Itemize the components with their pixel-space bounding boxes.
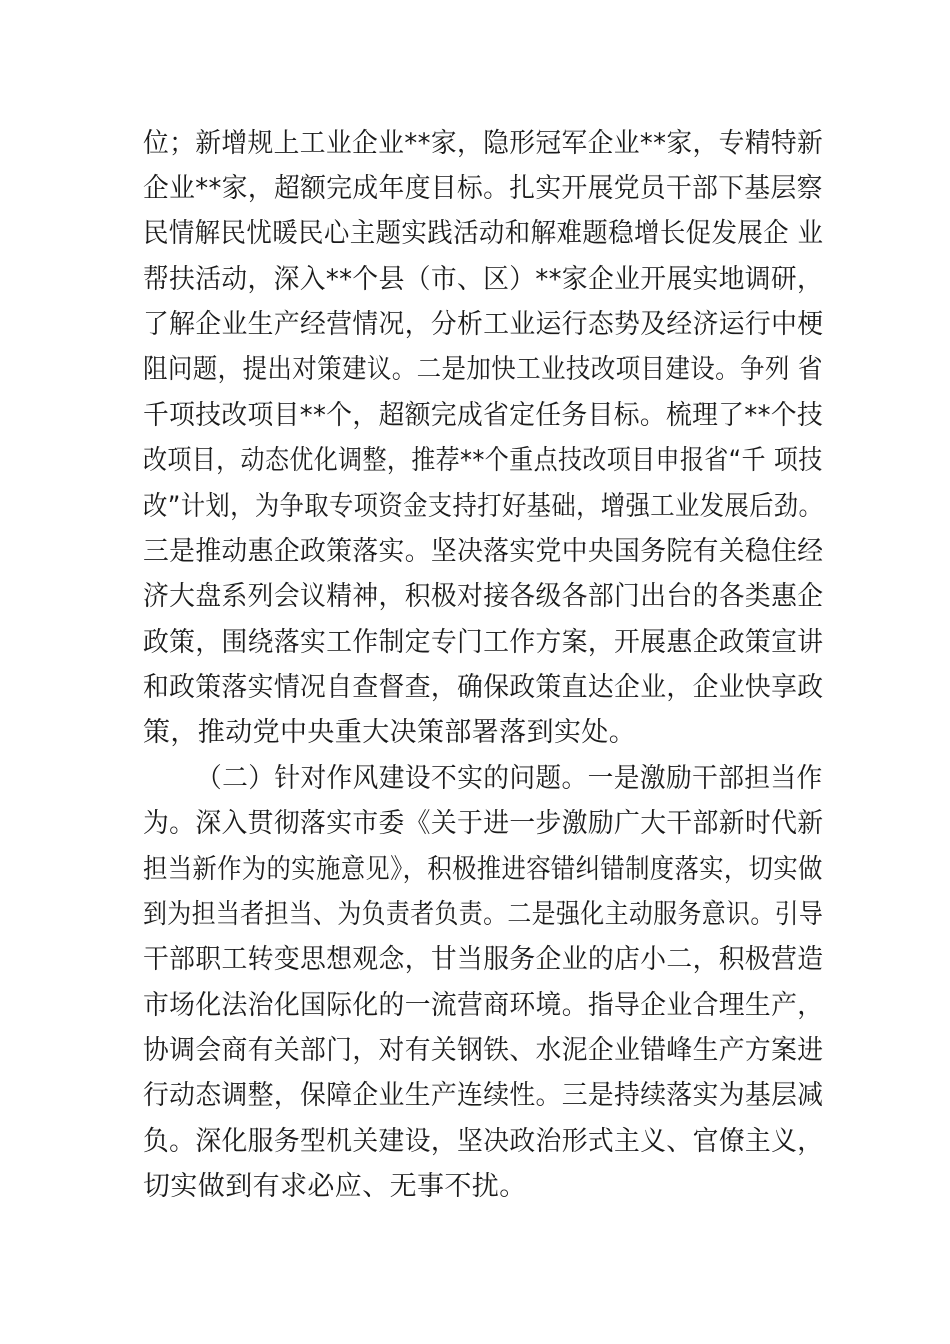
text-line: 政策，围绕落实工作制定专门工作方案，开展惠企政策宣讲	[143, 627, 824, 658]
text-line: 为。深入贯彻落实市委《关于进一步激励广大干部新时代新	[143, 808, 824, 839]
text-line: 民情解民忧暖民心主题实践活动和解难题稳增长促发展企 业	[143, 218, 824, 249]
text-line: 企业**家，超额完成年度目标。扎实开展党员干部下基层察	[143, 173, 823, 204]
text-line: 协调会商有关部门，对有关钢铁、水泥企业错峰生产方案进	[143, 1035, 824, 1066]
text-line: 策，推动党中央重大决策部署落到实处。	[143, 717, 637, 748]
text-line: 帮扶活动，深入**个县（市、区）**家企业开展实地调研，	[143, 264, 824, 295]
text-line: 千项技改项目**个，超额完成省定任务目标。梳理了**个技	[143, 400, 824, 431]
text-line: 干部职工转变思想观念，甘当服务企业的店小二，积极营造	[143, 944, 824, 975]
text-line: 负。深化服务型机关建设，坚决政治形式主义、官僚主义，	[143, 1126, 824, 1157]
section-heading-line: （二）针对作风建设不实的问题。一是激励干部担当作	[196, 763, 823, 794]
text-line: 位；新增规上工业企业**家，隐形冠军企业**家，专精特新	[143, 128, 824, 159]
text-line: 市场化法治化国际化的一流营商环境。指导企业合理生产，	[143, 990, 824, 1021]
text-line: 改项目，动态优化调整，推荐**个重点技改项目申报省“千 项技	[143, 445, 823, 476]
text-line: 济大盘系列会议精神，积极对接各级各部门出台的各类惠企	[143, 581, 824, 612]
text-line: 和政策落实情况自查督查，确保政策直达企业，企业快享政	[143, 672, 824, 703]
text-line: 担当新作为的实施意见》，积极推进容错纠错制度落实，切实做	[143, 854, 823, 885]
text-line: 了解企业生产经营情况，分析工业运行态势及经济运行中梗	[143, 309, 824, 340]
text-line: 三是推动惠企政策落实。坚决落实党中央国务院有关稳住经	[143, 536, 824, 567]
text-line: 阻问题，提出对策建议。二是加快工业技改项目建设。争列 省	[143, 354, 823, 385]
text-line: 改”计划，为争取专项资金支持打好基础，增强工业发展后劲。	[143, 491, 824, 522]
text-line: 切实做到有求必应、无事不扰。	[143, 1171, 527, 1202]
text-line: 行动态调整，保障企业生产连续性。三是持续落实为基层减	[143, 1080, 824, 1111]
text-line: 到为担当者担当、为负责者负责。二是强化主动服务意识。引导	[143, 899, 824, 930]
